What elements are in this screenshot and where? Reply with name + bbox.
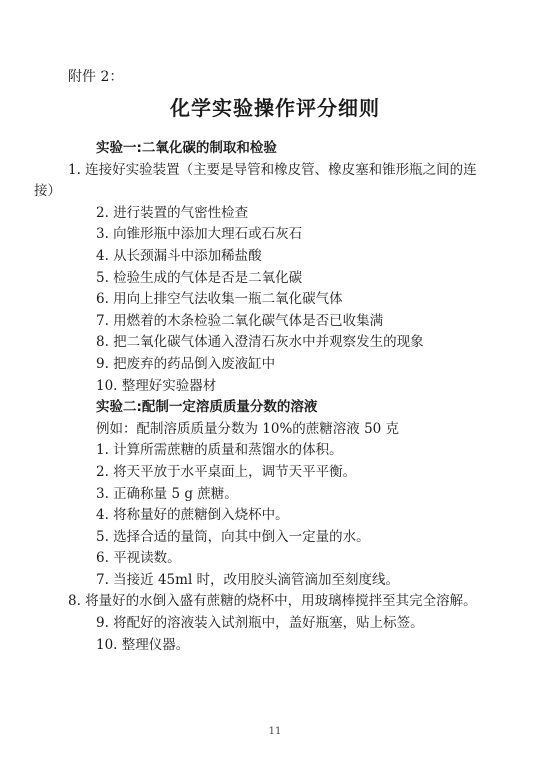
experiment2-step-8: 8. 将量好的水倒入盛有蔗糖的烧杯中，用玻璃棒搅拌至其完全溶解。 [68, 593, 477, 610]
experiment1-step-10: 10. 整理好实验器材 [96, 377, 217, 394]
experiment2-step-5: 5. 选择合适的量筒，向其中倒入一定量的水。 [96, 528, 370, 545]
experiment1-step-3: 3. 向锥形瓶中添加大理石或石灰石 [96, 226, 303, 243]
experiment2-step-4: 4. 将称量好的蔗糖倒入烧杯中。 [96, 507, 289, 524]
experiment2-step-9: 9. 将配好的溶液装入试剂瓶中，盖好瓶塞，贴上标签。 [96, 615, 424, 632]
experiment1-step-8: 8. 把二氧化碳气体通入澄清石灰水中并观察发生的现象 [96, 334, 424, 351]
experiment1-step-2: 2. 进行装置的气密性检查 [96, 204, 249, 221]
experiment1-step-1: 1. 连接好实验装置（主要是导管和橡皮管、橡皮塞和锥形瓶之间的连接） [34, 161, 477, 200]
experiment2-example: 例如：配制溶质质量分数为 10%的蔗糖溶液 50 克 [96, 420, 400, 437]
experiment2-step-1: 1. 计算所需蔗糖的质量和蒸馏水的体积。 [96, 442, 343, 459]
experiment1-step-7: 7. 用燃着的木条检验二氧化碳气体是否已收集满 [96, 312, 384, 329]
experiment2-step-6: 6. 平视读数。 [96, 550, 181, 567]
experiment2-step-10: 10. 整理仪器。 [96, 636, 190, 653]
experiment1-step-6: 6. 用向上排空气法收集一瓶二氧化碳气体 [96, 291, 343, 308]
experiment2-step-7: 7. 当接近 45ml 时，改用胶头滴管滴加至刻度线。 [96, 571, 400, 588]
experiment1-step-9: 9. 把废弃的药品倒入废液缸中 [96, 355, 276, 372]
experiment1-step-4: 4. 从长颈漏斗中添加稀盐酸 [96, 247, 262, 264]
experiment2-heading: 实验二:配制一定溶质质量分数的溶液 [96, 399, 318, 416]
experiment1-heading: 实验一:二氧化碳的制取和检验 [96, 140, 277, 156]
document-title: 化学实验操作评分细则 [170, 96, 380, 120]
page-number: 11 [268, 726, 282, 737]
document-body [34, 138, 492, 656]
attachment-label: 附件 2： [68, 69, 124, 85]
experiment2-step-2: 2. 将天平放于水平桌面上，调节天平平衡。 [96, 463, 357, 480]
experiment2-step-3: 3. 正确称量 5 g 蔗糖。 [96, 485, 238, 502]
experiment1-step-5: 5. 检验生成的气体是否是二氧化碳 [96, 269, 303, 286]
